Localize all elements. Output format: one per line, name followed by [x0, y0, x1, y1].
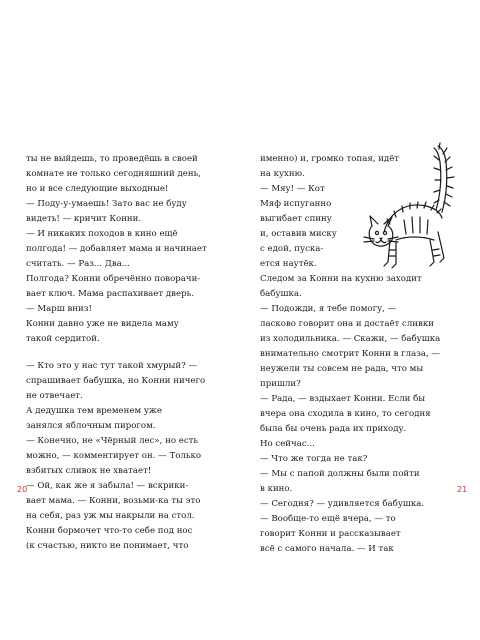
text-line: именно) и, громко топая, идёт: [260, 154, 400, 164]
text-line: Мяф испуганно: [260, 199, 332, 209]
text-line: была бы очень рада их приходу.: [260, 424, 407, 434]
text-line: вает ключ. Мама распахивает дверь.: [26, 289, 194, 299]
text-line: — Конечно, не «Чёрный лес», но есть: [26, 436, 199, 446]
page-number-left: 20: [17, 485, 28, 494]
text-line: — Кто это у нас тут такой хмурый? —: [26, 361, 198, 371]
text-line: — Подожди, я тебе помогу, —: [260, 304, 397, 314]
text-line: из холодильника. — Скажи, — бабушка: [260, 334, 441, 344]
text-line: такой сердитой.: [26, 334, 100, 344]
text-line: вчера она сходила в кино, то сегодня: [260, 409, 431, 419]
text-line: Но сейчас...: [260, 439, 315, 449]
text-line: (к счастью, никто не понимает, что: [26, 541, 189, 551]
text-line: — Мы с папой должны были пойти: [260, 469, 420, 479]
text-line: занялся яблочным пирогом.: [26, 421, 156, 431]
page-number-right: 21: [457, 485, 468, 494]
text-line: — Мяу! — Кот: [260, 184, 325, 194]
text-line: Конни давно уже не видела маму: [26, 319, 179, 329]
section-break: [26, 347, 222, 359]
text-line: А дедушка тем временем уже: [26, 406, 162, 416]
text-line: бабушка.: [260, 289, 302, 299]
text-line: Полгода? Конни обречённо поворачи-: [26, 274, 201, 284]
text-line: можно, — комментирует он. — Только: [26, 451, 202, 461]
text-line: неужели ты совсем не рада, что мы: [260, 364, 424, 374]
text-line: пришли?: [260, 379, 301, 389]
text-line: — Марш вниз!: [26, 304, 92, 314]
text-line: всё с самого начала. — И так: [260, 544, 394, 554]
left-text-column: [26, 152, 222, 554]
text-line: — Рада, — вздыхает Конни. Если бы: [260, 394, 426, 404]
text-line: считать. — Раз... Два...: [26, 259, 130, 269]
text-line: не отвечает.: [26, 391, 83, 401]
text-line: в кино.: [260, 484, 293, 494]
text-line: внимательно смотрит Конни в глаза, —: [260, 349, 441, 359]
text-line: выгибает спину: [260, 214, 332, 224]
text-line: ты не выйдешь, то проведёшь в своей: [26, 154, 198, 164]
text-line: — Сегодня? — удивляется бабушка.: [260, 499, 425, 509]
text-line: ласково говорит она и достаёт сливки: [260, 319, 434, 329]
text-line: комнате не только сегодняшний день,: [26, 169, 201, 179]
text-line: Следом за Конни на кухню заходит: [260, 274, 422, 284]
text-line: с едой, пуска-: [260, 244, 324, 254]
text-line: взбитых сливок не хватает!: [26, 466, 152, 476]
text-line: Конни бормочет что-то себе под нос: [26, 526, 193, 536]
text-line: — И никаких походов в кино ещё: [26, 229, 178, 239]
text-line: на себя, раз уж мы накрыли на стол.: [26, 511, 195, 521]
text-line: — Вообще-то ещё вчера, — то: [260, 514, 396, 524]
text-line: на кухню.: [260, 169, 305, 179]
text-line: спрашивает бабушка, но Конни ничего: [26, 376, 206, 386]
text-line: — Ой, как же я забыла! — вскрики-: [26, 481, 189, 491]
text-line: — Поду-у-умаешь! Зато вас не буду: [26, 199, 187, 209]
text-line: видеть! — кричит Конни.: [26, 214, 142, 224]
text-line: ется наутёк.: [260, 259, 317, 269]
text-line: вает мама. — Конни, возьми-ка ты это: [26, 496, 201, 506]
cat-illustration: [350, 140, 468, 280]
text-line: полгода! — добавляет мама и начинает: [26, 244, 207, 254]
text-line: говорит Конни и рассказывает: [260, 529, 401, 539]
text-line: и, оставив миску: [260, 229, 337, 239]
text-line: — Что же тогда не так?: [260, 454, 368, 464]
text-line: но и все следующие выходные!: [26, 184, 169, 194]
